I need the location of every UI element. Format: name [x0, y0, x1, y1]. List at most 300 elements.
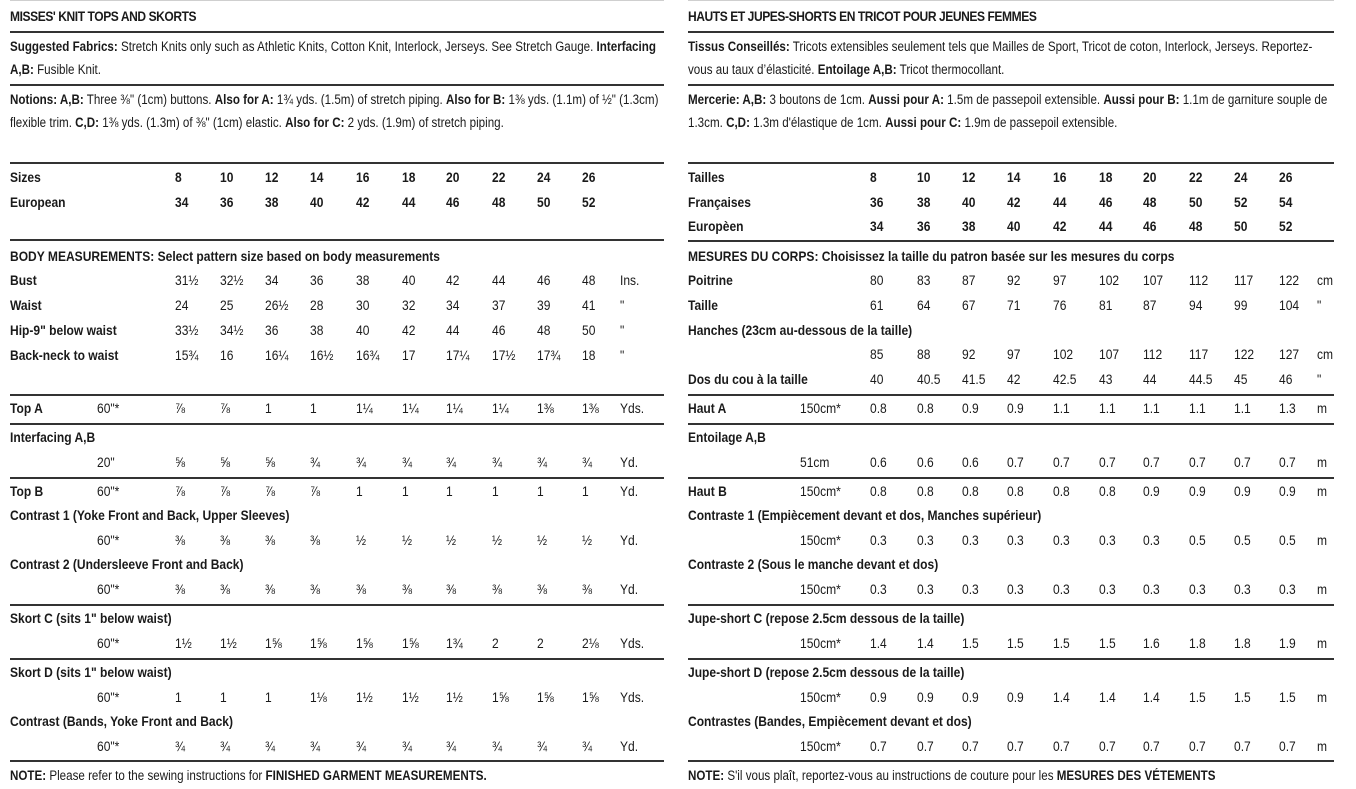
measurement-value: 81: [1099, 297, 1113, 313]
divider: [10, 477, 664, 479]
measurement-value: 71: [1007, 297, 1021, 313]
measurement-row: [10, 297, 664, 319]
notions-label: Also for A:: [214, 92, 274, 107]
measurement-value: 85: [870, 346, 884, 362]
divider: [688, 394, 1334, 396]
yardage-value: 1.5: [962, 635, 979, 651]
yardage-value: 0.6: [917, 454, 934, 470]
yardage-value: ⅜: [175, 581, 186, 597]
size-value: 54: [1279, 193, 1293, 210]
yardage-value: ¾: [537, 738, 548, 754]
yardage-value: 1: [310, 400, 317, 416]
size-value: 44: [402, 194, 416, 210]
notions-text: 2 yds. (1.9m) of stretch piping.: [344, 114, 504, 130]
measurement-value: 46: [1279, 371, 1293, 387]
english-column: [10, 0, 664, 789]
yardage-value: ¾: [446, 738, 457, 754]
yardage-value: 1.4: [870, 635, 887, 651]
yardage-value: 1¼: [446, 400, 463, 416]
measurement-value: 48: [537, 322, 551, 338]
size-row: [688, 194, 1334, 216]
size-value: 12: [962, 169, 976, 185]
unit-label: ": [1317, 297, 1322, 313]
row-label: Taille: [688, 297, 718, 313]
unit-label: cm: [1317, 346, 1334, 362]
yardage-value: ⅜: [537, 581, 548, 597]
yardage-value: ¾: [582, 738, 593, 754]
unit-label: cm: [1317, 272, 1334, 288]
yardage-value: ¾: [356, 454, 367, 470]
measurement-value: 24: [175, 297, 189, 313]
yardage-value: 1.5: [1189, 689, 1206, 705]
size-value: 8: [870, 169, 877, 185]
measurement-value: 76: [1053, 297, 1067, 313]
yardage-value: 0.8: [1099, 483, 1116, 499]
size-value: 34: [870, 218, 884, 234]
measurement-value: 40: [870, 371, 884, 387]
yardage-value: 0.8: [1007, 483, 1024, 499]
yardage-value: 0.7: [1143, 454, 1160, 470]
yardage-value: 0.7: [1099, 738, 1116, 754]
row-label: Back-neck to waist: [10, 347, 119, 363]
yardage-value: 1.8: [1189, 635, 1206, 651]
measurement-value: 17½: [492, 347, 516, 363]
fabrics-text: Tricots extensibles seulement tels que Mailles de Sport, Tricot de coton, Interlock, Jerseys. Reportez-vous au taux d’élasticité.: [688, 39, 1313, 77]
interfacing-text: Fusible Knit.: [33, 61, 101, 77]
divider: [10, 423, 664, 425]
unit-label: Yd.: [620, 738, 639, 754]
fabric-width: 150cm*: [800, 689, 841, 705]
yardage-value: 0.3: [870, 581, 887, 597]
divider: [688, 423, 1334, 425]
measurement-value: 41: [582, 297, 596, 313]
size-row: [10, 169, 664, 191]
yardage-value: ⅜: [220, 581, 231, 597]
yardage-value: ½: [537, 532, 548, 548]
yardage-value: 0.7: [917, 738, 934, 754]
yardage-label: Contrast (Bands, Yoke Front and Back): [10, 713, 234, 729]
measurement-value: 44: [1143, 371, 1157, 387]
measurement-value: 102: [1053, 346, 1074, 362]
yardage-value: 1¼: [402, 400, 419, 416]
yardage-value: 2: [492, 635, 499, 651]
row-label: Europèen: [688, 218, 744, 234]
fabric-width: 60"*: [97, 532, 120, 548]
yardage-row: [688, 532, 1334, 554]
divider: [10, 760, 664, 762]
yardage-value: 0.8: [917, 400, 934, 416]
yardage-value: 1: [220, 689, 227, 705]
size-value: 22: [492, 169, 506, 185]
yardage-value: 0.3: [1143, 532, 1160, 548]
suggested-fabrics: [10, 36, 662, 81]
yardage-value: ⅞: [310, 483, 321, 499]
measurement-value: 40: [402, 272, 416, 288]
measurement-value: 102: [1099, 272, 1120, 288]
yardage-value: 0.9: [1007, 400, 1024, 416]
yardage-value: 1: [402, 483, 409, 499]
measurement-value: 112: [1189, 272, 1209, 288]
yardage-value: ¾: [310, 454, 321, 470]
unit-label: Yds.: [620, 689, 645, 705]
size-value: 14: [1007, 169, 1021, 185]
yardage-label: Haut B: [688, 483, 727, 499]
notions-text: 1.3m d'élastique de 1cm.: [749, 114, 886, 130]
yardage-row: [688, 581, 1334, 603]
yardage-value: ½: [446, 532, 457, 548]
measurement-value: 42: [446, 272, 460, 288]
yardage-value: 1.1: [1143, 400, 1160, 416]
notions-text: 1.5m de passepoil extensible.: [943, 92, 1104, 107]
measurement-value: 32: [402, 297, 416, 313]
size-value: 40: [1007, 218, 1021, 234]
measurement-value: 34: [265, 272, 279, 288]
top-divider: [688, 0, 1334, 1]
measurement-value: 42.5: [1053, 371, 1077, 387]
notions-label: Also for C:: [285, 114, 345, 130]
fabric-width: 150cm*: [800, 483, 841, 499]
fabrics-label: Suggested Fabrics:: [10, 39, 118, 54]
yardage-value: 1.6: [1143, 635, 1160, 651]
unit-label: ": [1317, 371, 1322, 387]
yardage-row: [688, 400, 1334, 422]
yardage-value: 0.9: [962, 400, 979, 416]
yardage-label: Interfacing A,B: [10, 429, 96, 445]
measurement-value: 48: [582, 272, 596, 288]
measurement-value: 33½: [175, 322, 199, 338]
yardage-value: 0.8: [870, 483, 887, 499]
yardage-row: [10, 483, 664, 505]
divider: [10, 31, 664, 33]
measurement-value: 117: [1189, 346, 1209, 362]
yardage-value: 1.5: [1234, 689, 1251, 705]
yardage-value: 1.5: [1279, 689, 1296, 705]
yardage-value: 0.5: [1189, 532, 1206, 548]
yardage-value: 0.3: [917, 581, 934, 597]
size-row: [688, 218, 1334, 240]
yardage-value: 0.3: [917, 532, 934, 548]
yardage-value: 0.5: [1279, 532, 1296, 548]
row-label: Françaises: [688, 193, 751, 210]
measurement-value: 92: [962, 346, 976, 362]
yardage-value: ½: [402, 532, 413, 548]
yardage-value: 0.7: [1189, 454, 1206, 470]
fabric-width: 150cm*: [800, 400, 841, 416]
measurement-value: 44: [446, 322, 460, 338]
yardage-value: 2⅛: [582, 635, 599, 651]
yardage-label: Contraste 1 (Empiècement devant et dos, Manches supérieur): [688, 507, 1042, 523]
row-label: Waist: [10, 297, 42, 313]
yardage-value: 0.9: [1143, 483, 1160, 499]
yardage-value: 1½: [175, 635, 192, 651]
divider: [10, 162, 664, 164]
yardage-value: ⅜: [175, 532, 186, 548]
yardage-value: ⅝: [220, 454, 231, 470]
fabric-width: 60"*: [97, 689, 120, 705]
yardage-row: [10, 689, 664, 711]
yardage-value: ½: [492, 532, 503, 548]
divider: [10, 658, 664, 660]
yardage-label: Contraste 2 (Sous le manche devant et dos): [688, 556, 939, 572]
size-value: 52: [1234, 193, 1248, 210]
size-value: 10: [220, 169, 234, 185]
yardage-value: 1: [446, 483, 453, 499]
unit-label: m: [1317, 689, 1328, 705]
size-value: 20: [1143, 169, 1157, 185]
yardage-label: Skort C (sits 1" below waist): [10, 610, 172, 626]
yardage-value: 0.7: [1143, 738, 1160, 754]
yardage-value: 0.3: [1099, 581, 1116, 597]
yardage-row: [688, 738, 1334, 760]
size-value: 44: [1099, 218, 1113, 234]
size-value: 26: [582, 169, 596, 185]
row-label: Hip-9" below waist: [10, 322, 117, 338]
yardage-value: 1¼: [356, 400, 373, 416]
yardage-label: Entoilage A,B: [688, 429, 766, 445]
size-value: 24: [1234, 169, 1248, 185]
yardage-label: Jupe-short D (repose 2.5cm dessous de la taille): [688, 664, 965, 680]
size-value: 34: [175, 194, 189, 210]
measurement-row: [688, 297, 1334, 319]
unit-label: Yd.: [620, 483, 639, 499]
yardage-value: 0.7: [1053, 738, 1070, 754]
measurement-value: 15¾: [175, 347, 199, 363]
measurement-row: [688, 272, 1334, 294]
measurement-value: 18: [582, 347, 596, 363]
yardage-value: 0.3: [1007, 581, 1024, 597]
unit-label: m: [1317, 581, 1328, 597]
size-value: 50: [1189, 193, 1203, 210]
yardage-row: [688, 483, 1334, 505]
measurement-value: 44.5: [1189, 371, 1213, 387]
size-value: 16: [356, 169, 370, 185]
yardage-value: 1.1: [1099, 400, 1116, 416]
notions-text: 1⅜ yds. (1.1m) of ½" (1.3cm) flexible trim.: [10, 92, 659, 130]
yardage-value: 1⅝: [492, 689, 509, 705]
yardage-value: ⅜: [265, 532, 276, 548]
yardage-value: 0.5: [1234, 532, 1251, 548]
fabric-width: 150cm*: [800, 635, 841, 651]
divider: [10, 604, 664, 606]
unit-label: m: [1317, 454, 1328, 470]
measurement-value: 61: [870, 297, 884, 313]
size-value: 46: [446, 194, 460, 210]
measurement-value: 32½: [220, 272, 244, 288]
yardage-value: ⅜: [492, 581, 503, 597]
measurement-value: 117: [1234, 272, 1254, 288]
fabric-width: 60"*: [97, 483, 120, 499]
yardage-value: 1.1: [1053, 400, 1070, 416]
row-label: Dos du cou à la taille: [688, 371, 808, 387]
yardage-value: ⅞: [175, 400, 186, 416]
yardage-value: 0.9: [917, 689, 934, 705]
size-row: [10, 194, 664, 216]
fabric-width: 51cm: [800, 454, 830, 470]
row-label: Poitrine: [688, 272, 733, 288]
measurement-value: 107: [1099, 346, 1120, 362]
yardage-value: 0.9: [870, 689, 887, 705]
measurement-value: 112: [1143, 346, 1163, 362]
yardage-value: ¾: [356, 738, 367, 754]
size-value: 42: [356, 194, 370, 210]
yardage-value: 0.6: [870, 454, 887, 470]
size-value: 26: [1279, 169, 1293, 185]
yardage-value: ⅜: [582, 581, 593, 597]
fabric-width: 60"*: [97, 635, 120, 651]
yardage-value: ⅝: [265, 454, 276, 470]
yardage-value: ¾: [446, 454, 457, 470]
measurement-value: 64: [917, 297, 931, 313]
yardage-value: 1: [492, 483, 499, 499]
size-value: 48: [1143, 193, 1157, 210]
row-label: Bust: [10, 272, 37, 288]
note-text: S'il vous plaît, reportez-vous au instructions de couture pour les: [724, 768, 1057, 783]
yardage-value: ¾: [582, 454, 593, 470]
divider: [10, 84, 664, 86]
measurement-value: 127: [1279, 346, 1300, 362]
yardage-value: 0.3: [1189, 581, 1206, 597]
size-value: 12: [265, 169, 279, 185]
divider: [688, 760, 1334, 762]
size-value: 42: [1007, 193, 1021, 210]
size-value: 18: [402, 169, 416, 185]
size-value: 38: [265, 194, 279, 210]
fabrics-text: Stretch Knits only such as Athletic Knits, Cotton Knit, Interlock, Jerseys. See Stretch Gauge.: [117, 39, 597, 54]
yardage-value: 1.4: [1053, 689, 1070, 705]
yardage-value: ½: [582, 532, 593, 548]
yardage-value: 0.7: [1234, 738, 1251, 754]
measurement-value: 36: [265, 322, 279, 338]
yardage-value: 0.8: [1053, 483, 1070, 499]
yardage-value: 0.9: [962, 689, 979, 705]
yardage-value: ⅜: [446, 581, 457, 597]
yardage-value: ¾: [537, 454, 548, 470]
row-label: Tailles: [688, 169, 725, 185]
measurement-value: 17¼: [446, 347, 470, 363]
divider: [10, 239, 664, 241]
measurement-value: 44: [492, 272, 506, 288]
yardage-row: [10, 400, 664, 422]
measurement-value: 31½: [175, 272, 199, 288]
yardage-value: ⅞: [265, 483, 276, 499]
measurement-value: 94: [1189, 297, 1203, 313]
measurement-value: 16¾: [356, 347, 380, 363]
divider: [10, 394, 664, 396]
fabric-width: 60"*: [97, 738, 120, 754]
yardage-value: 1.8: [1234, 635, 1251, 651]
measurement-value: 43: [1099, 371, 1113, 387]
yardage-value: 1½: [446, 689, 463, 705]
yardage-value: 0.6: [962, 454, 979, 470]
yardage-value: 1⅜: [537, 400, 554, 416]
measurement-value: 80: [870, 272, 884, 288]
yardage-label: Top B: [10, 483, 44, 499]
yardage-value: 0.8: [962, 483, 979, 499]
yardage-value: 1: [265, 400, 272, 416]
yardage-label: Contrast 2 (Undersleeve Front and Back): [10, 556, 244, 572]
yardage-value: ⅞: [220, 400, 231, 416]
note-label: NOTE:: [688, 768, 725, 783]
yardage-value: 0.7: [1007, 454, 1024, 470]
yardage-value: 0.7: [962, 738, 979, 754]
yardage-row: [10, 581, 664, 603]
size-value: 46: [1099, 193, 1113, 210]
yardage-value: ⅞: [175, 483, 186, 499]
yardage-value: 1½: [220, 635, 237, 651]
yardage-value: 0.9: [1279, 483, 1296, 499]
yardage-value: ⅜: [265, 581, 276, 597]
measurement-value: 38: [356, 272, 370, 288]
size-value: 10: [917, 169, 931, 185]
measurement-value: 122: [1234, 346, 1255, 362]
measurement-value: 122: [1279, 272, 1300, 288]
measurement-row: [10, 272, 664, 294]
yardage-row: [688, 635, 1334, 657]
yardage-row: [688, 454, 1334, 476]
measurement-value: 25: [220, 297, 234, 313]
size-value: 50: [1234, 218, 1248, 234]
yardage-value: ¾: [402, 738, 413, 754]
measurement-value: 36: [310, 272, 324, 288]
yardage-value: 0.3: [962, 532, 979, 548]
measurement-value: 42: [1007, 371, 1021, 387]
yardage-label: Jupe-short C (repose 2.5cm dessous de la taille): [688, 610, 965, 626]
notions-label: Aussi pour B:: [1103, 92, 1180, 107]
size-value: 44: [1053, 193, 1067, 210]
note-text: Please refer to the sewing instructions for: [46, 768, 266, 783]
note-emphasis: FINISHED GARMENT MEASUREMENTS.: [265, 768, 487, 783]
yardage-value: ¾: [402, 454, 413, 470]
yardage-row: [10, 738, 664, 760]
size-value: 14: [310, 169, 324, 185]
unit-label: Yds.: [620, 400, 645, 416]
fabric-width: 20": [97, 454, 115, 470]
measurement-value: 97: [1053, 272, 1067, 288]
yardage-value: 0.9: [1007, 689, 1024, 705]
yardage-value: 0.7: [1007, 738, 1024, 754]
yardage-value: 0.3: [1053, 532, 1070, 548]
yardage-label: Contrastes (Bandes, Empiècement devant et dos): [688, 713, 972, 729]
yardage-value: 0.7: [1234, 454, 1251, 470]
measurement-value: 87: [1143, 297, 1157, 313]
unit-label: ": [620, 322, 625, 338]
yardage-value: 1½: [356, 689, 373, 705]
divider: [688, 604, 1334, 606]
yardage-value: 1⅝: [402, 635, 419, 651]
fabric-width: 150cm*: [800, 581, 841, 597]
size-value: 8: [175, 169, 182, 185]
yardage-value: 0.8: [870, 400, 887, 416]
unit-label: Yds.: [620, 635, 645, 651]
unit-label: Ins.: [620, 272, 640, 288]
yardage-value: 1.4: [917, 635, 934, 651]
yardage-row: [10, 635, 664, 657]
interfacing-label: Interfacing A,B:: [10, 39, 656, 77]
size-row: [688, 169, 1334, 191]
notions-text: 1.9m de passepoil extensible.: [961, 114, 1118, 130]
measurement-value: 97: [1007, 346, 1021, 362]
yardage-value: ½: [356, 532, 367, 548]
yardage-value: ⅜: [402, 581, 413, 597]
size-value: 42: [1053, 218, 1067, 234]
yardage-value: 0.7: [1279, 454, 1296, 470]
notions-label: C,D:: [726, 114, 750, 130]
divider: [688, 240, 1334, 242]
note-emphasis: MESURES DES VÉTEMENTS: [1056, 768, 1216, 783]
yardage-value: 0.3: [962, 581, 979, 597]
divider: [688, 84, 1334, 86]
size-value: 18: [1099, 169, 1113, 185]
